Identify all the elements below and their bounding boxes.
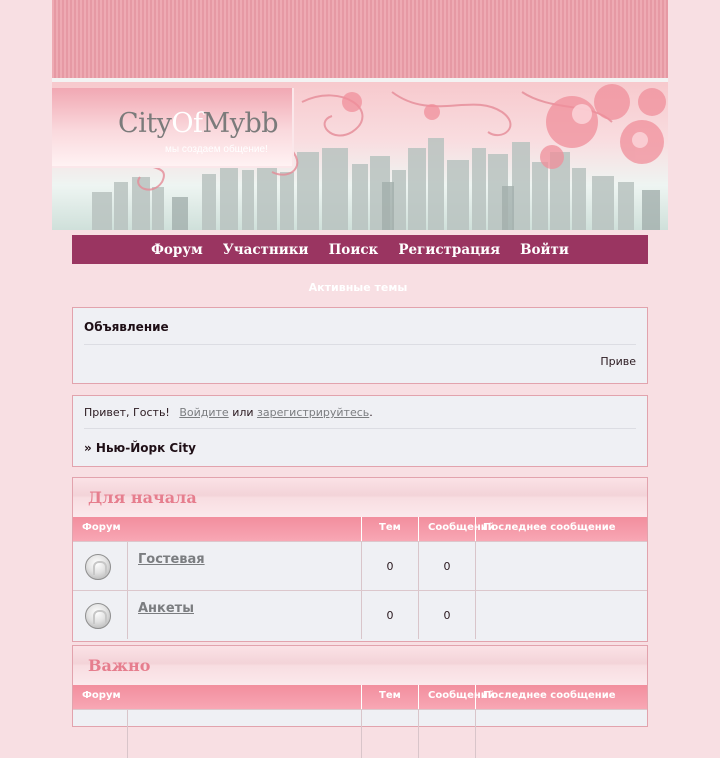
column-forum: Форум	[82, 522, 121, 533]
nav-login-link[interactable]: Войти	[520, 241, 569, 258]
site-banner	[52, 82, 668, 230]
welcome-box	[72, 395, 648, 467]
cell-divider	[418, 710, 419, 758]
column-topics: Тем	[379, 522, 401, 533]
forum-link[interactable]: Анкеты	[138, 601, 194, 616]
nav-forum-link[interactable]: Форум	[151, 241, 203, 258]
category-block-start	[72, 477, 648, 642]
site-tagline: мы создаем общение!	[165, 144, 268, 155]
announcement-text: Приве	[600, 355, 636, 368]
forum-link[interactable]: Гостевая	[138, 552, 205, 567]
forum-row	[73, 709, 647, 758]
forum-status-icon	[85, 603, 111, 629]
forum-post-count: 0	[443, 609, 451, 622]
welcome-divider	[84, 428, 636, 429]
forum-status-icon	[85, 554, 111, 580]
cell-divider	[127, 591, 128, 639]
cell-divider	[475, 710, 476, 758]
column-last-post: Последнее сообщение	[483, 522, 616, 533]
column-divider	[418, 685, 419, 709]
column-divider	[361, 685, 362, 709]
register-link[interactable]: зарегистрируйтесь	[257, 406, 370, 419]
guest-greeting: Привет, Гость!	[84, 406, 170, 419]
or-text: или	[232, 406, 254, 419]
cell-divider	[475, 591, 476, 639]
logo-panel	[52, 88, 294, 168]
cell-divider	[475, 542, 476, 590]
forum-table-header	[73, 685, 647, 709]
category-title[interactable]: Для начала	[88, 488, 197, 507]
column-posts: Сообщений	[428, 690, 495, 701]
forum-topic-count: 0	[386, 609, 394, 622]
cell-divider	[127, 710, 128, 758]
announcement-box	[72, 307, 648, 384]
category-title[interactable]: Важно	[88, 656, 151, 675]
active-topics-link[interactable]: Активные темы	[308, 281, 408, 294]
header-stripes	[52, 0, 668, 78]
cell-divider	[361, 710, 362, 758]
column-forum: Форум	[82, 690, 121, 701]
category-header	[73, 478, 647, 517]
login-link[interactable]: Войдите	[179, 406, 229, 419]
column-divider	[475, 517, 476, 541]
announcement-title: Объявление	[84, 320, 169, 334]
forum-post-count: 0	[443, 560, 451, 573]
forum-row	[73, 541, 647, 590]
column-posts: Сообщений	[428, 522, 495, 533]
category-header	[73, 646, 647, 685]
logo-text-city: City	[118, 108, 172, 139]
main-nav	[72, 235, 648, 264]
forum-row	[73, 590, 647, 639]
welcome-period: .	[369, 406, 373, 419]
column-divider	[475, 685, 476, 709]
column-divider	[418, 517, 419, 541]
logo-text-mybb: Mybb	[202, 108, 279, 139]
breadcrumb[interactable]: » Нью-Йорк City	[84, 441, 196, 455]
site-logo[interactable]	[118, 108, 278, 139]
column-last-post: Последнее сообщение	[483, 690, 616, 701]
nav-register-link[interactable]: Регистрация	[398, 241, 501, 258]
nav-members-link[interactable]: Участники	[222, 241, 309, 258]
announcement-divider	[84, 344, 636, 345]
cell-divider	[127, 542, 128, 590]
column-divider	[361, 517, 362, 541]
logo-text-of: Of	[171, 108, 203, 139]
column-topics: Тем	[379, 690, 401, 701]
forum-table-header	[73, 517, 647, 541]
welcome-line	[84, 406, 373, 419]
nav-search-link[interactable]: Поиск	[328, 241, 379, 258]
forum-topic-count: 0	[386, 560, 394, 573]
category-block-important	[72, 645, 648, 727]
